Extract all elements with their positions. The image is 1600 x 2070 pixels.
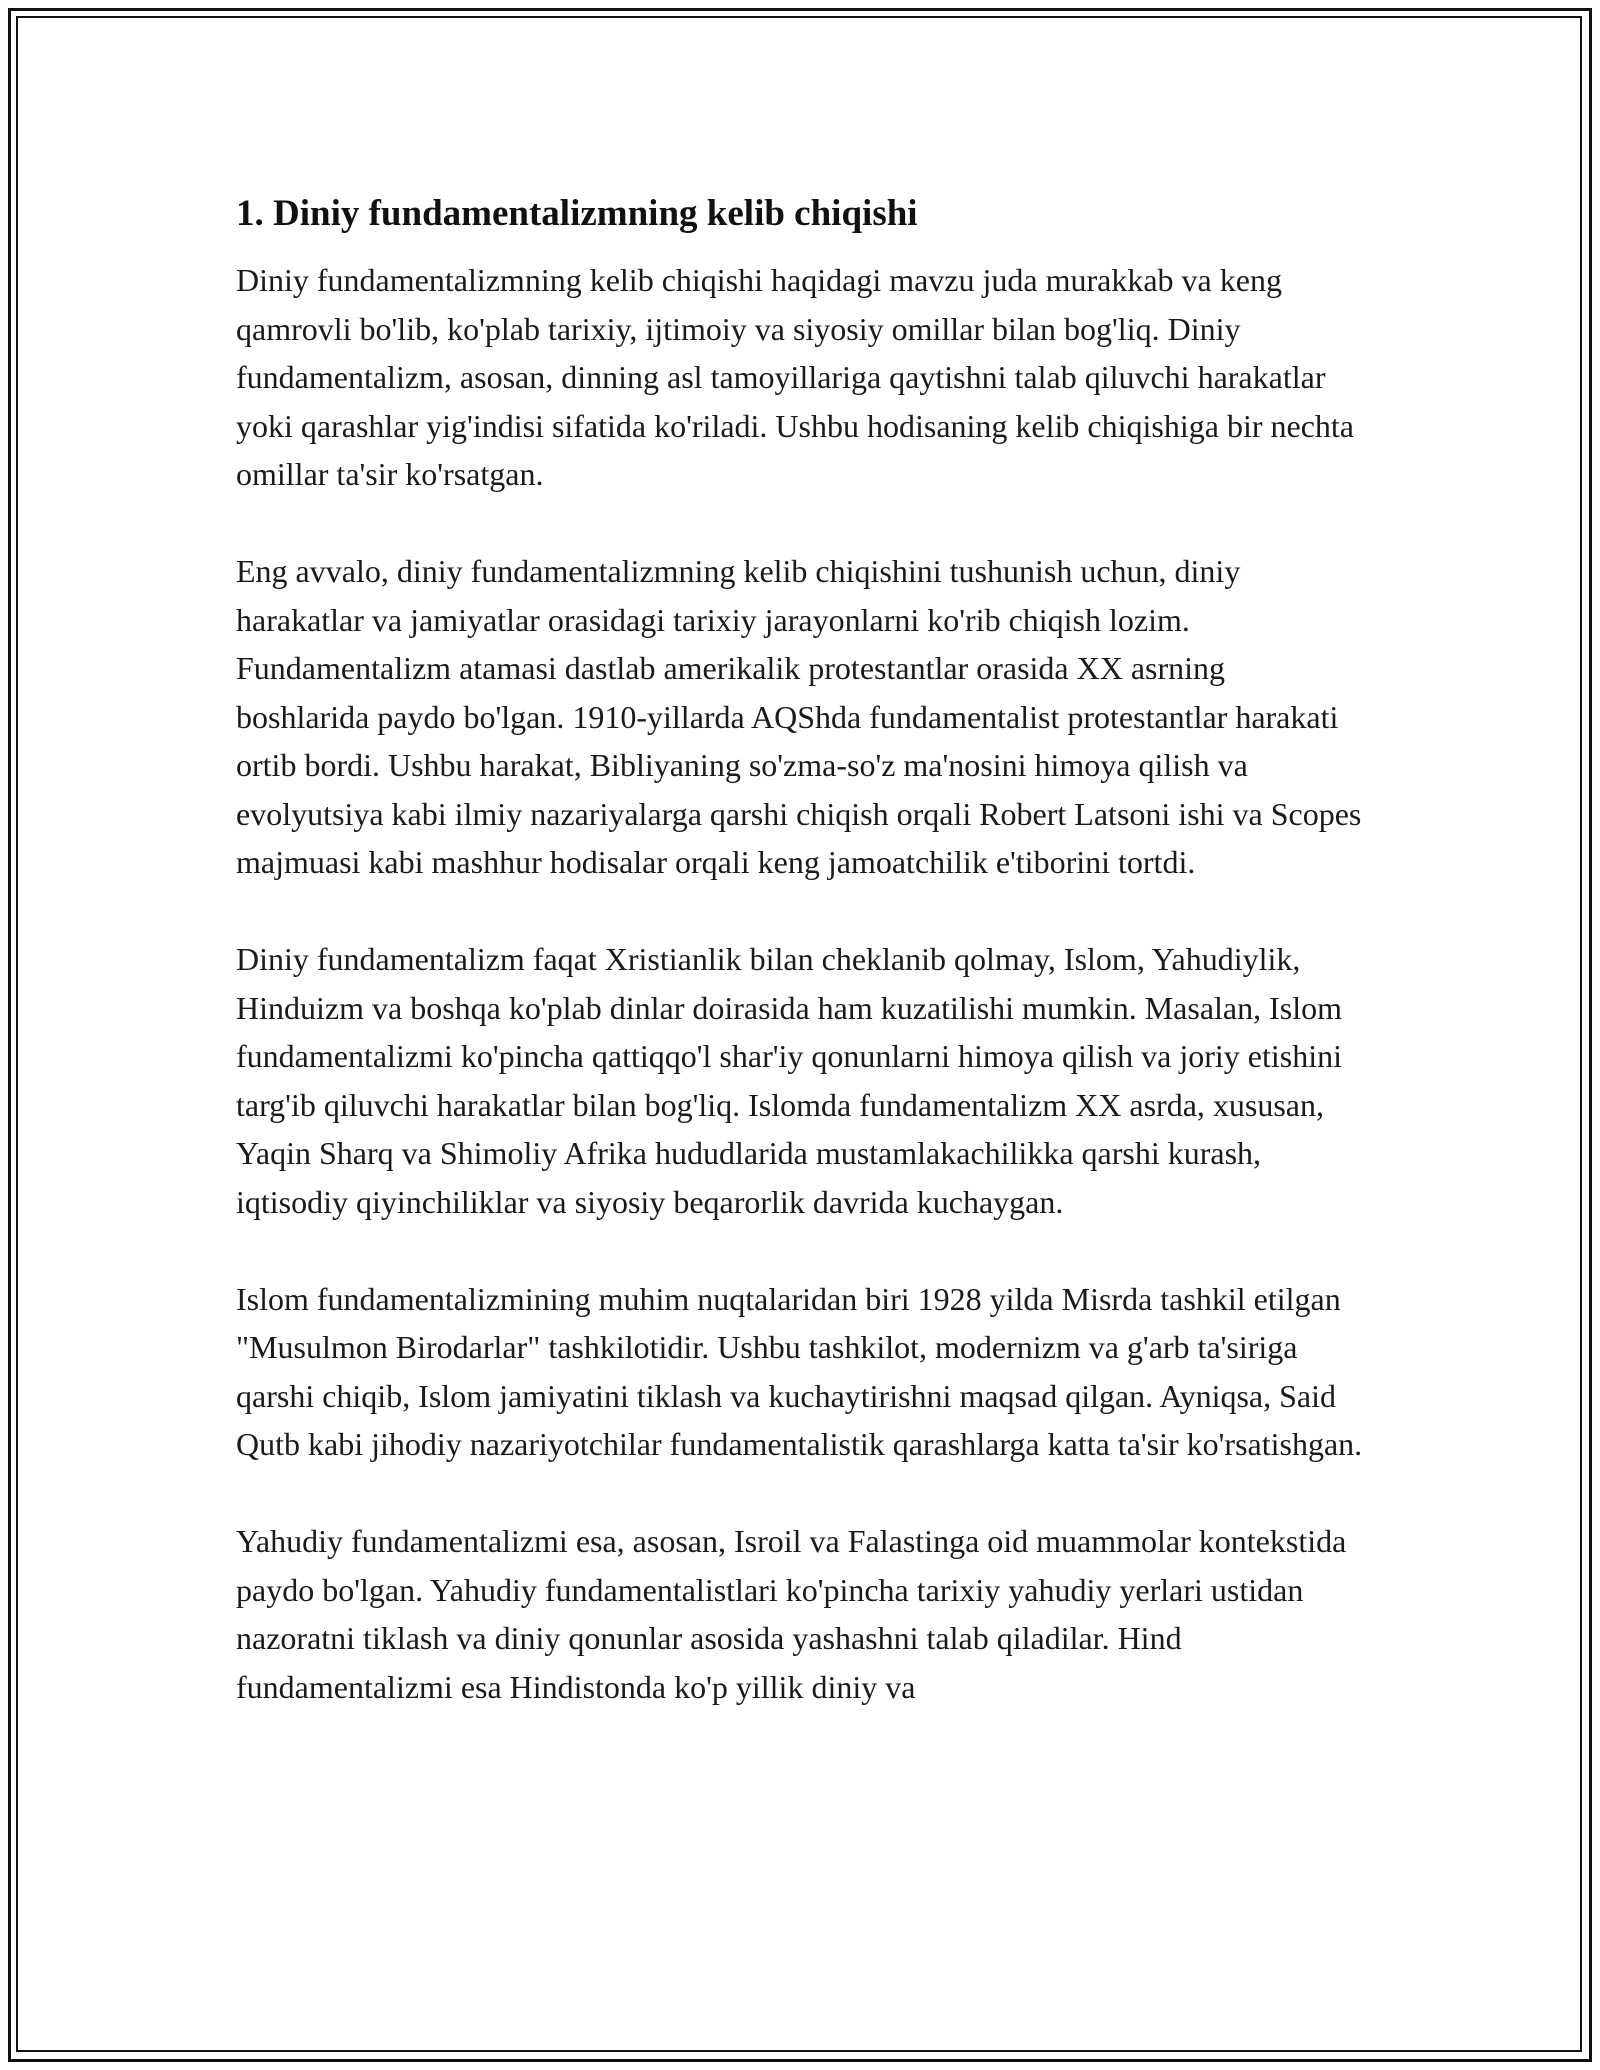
document-body [236, 186, 1366, 1711]
section-heading: 1. Diniy fundamentalizmning kelib chiqishi [236, 193, 918, 234]
paragraph-1: Diniy fundamentalizmning kelib chiqishi haqidagi mavzu juda murakkab va keng qamrovli bo'lib, ko'plab tarixiy, ijtimoiy va siyosiy omillar bilan bog'liq. Diniy fundamentalizm, asosan, dinning asl tamoyillariga qaytishni talab qiluvchi harakatlar yoki qarashlar yig'indisi sifatida ko'riladi. Ushbu hodisaning kelib chiqishiga bir nechta omillar ta'sir ko'rsatgan. [236, 262, 1354, 492]
paragraph-2: Eng avvalo, diniy fundamentalizmning kelib chiqishini tushunish uchun, diniy harakatlar va jamiyatlar orasidagi tarixiy jarayonlarni ko'rib chiqish lozim. Fundamentalizm atamasi dastlab amerikalik protestantlar orasida XX asrning boshlarida paydo bo'lgan. 1910-yillarda AQShda fundamentalist protestantlar harakati ortib bordi. Ushbu harakat, Bibliyaning so'zma-so'z ma'nosini himoya qilish va evolyutsiya kabi ilmiy nazariyalarga qarshi chiqish orqali Robert Latsoni ishi va Scopes majmuasi kabi mashhur hodisalar orqali keng jamoatchilik e'tiborini tortdi. [236, 553, 1362, 880]
paragraph-5: Yahudiy fundamentalizmi esa, asosan, Isroil va Falastinga oid muammolar kontekstida paydo bo'lgan. Yahudiy fundamentalistlari ko'pincha tarixiy yahudiy yerlari ustidan nazoratni tiklash va diniy qonunlar asosida yashashni talab qiladilar. Hind fundamentalizmi esa Hindistonda ko'p yillik diniy va [236, 1523, 1347, 1705]
paragraph-4: Islom fundamentalizmining muhim nuqtalaridan biri 1928 yilda Misrda tashkil etilgan "Musulmon Birodarlar" tashkilotidir. Ushbu tashkilot, modernizm va g'arb ta'siriga qarshi chiqib, Islom jamiyatini tiklash va kuchaytirishni maqsad qilgan. Ayniqsa, Said Qutb kabi jihodiy nazariyotchilar fundamentalistik qarashlarga katta ta'sir ko'rsatishgan. [236, 1280, 1363, 1462]
paragraph-3: Diniy fundamentalizm faqat Xristianlik bilan cheklanib qolmay, Islom, Yahudiylik, Hinduizm va boshqa ko'plab dinlar doirasida ham kuzatilishi mumkin. Masalan, Islom fundamentalizmi ko'pincha qattiqqo'l shar'iy qonunlarni himoya qilish va joriy etishini targ'ib qiluvchi harakatlar bilan bog'liq. Islomda fundamentalizm XX asrda, xususan, Yaqin Sharq va Shimoliy Afrika hududlarida mustamlakachilikka qarshi kurash, iqtisodiy qiyinchiliklar va siyosiy beqarorlik davrida kuchaygan. [236, 941, 1343, 1220]
